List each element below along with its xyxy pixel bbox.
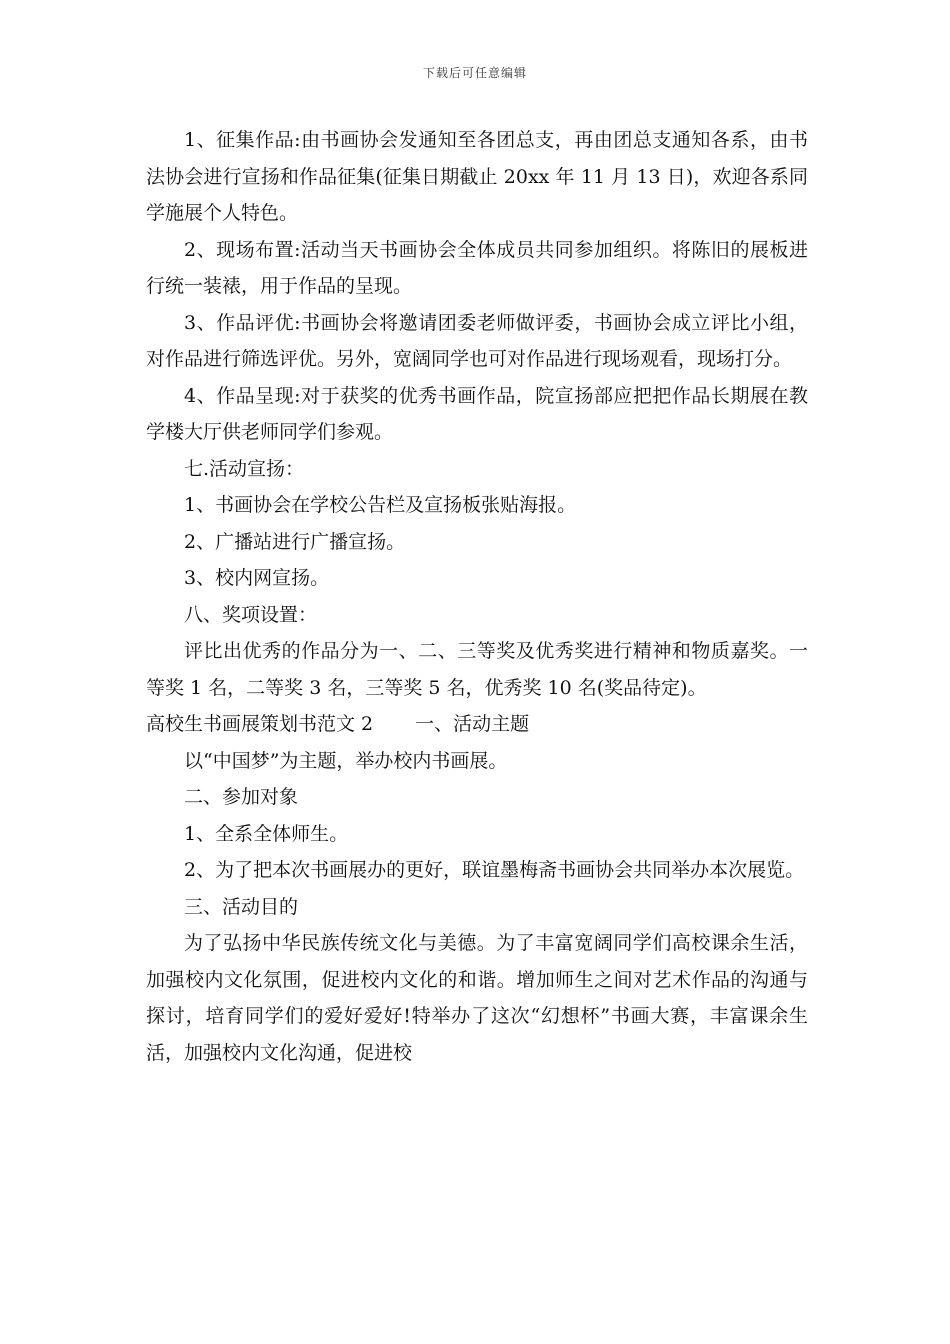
paragraph-purpose: 为了弘扬中华民族传统文化与美德。为了丰富宽阔同学们高校课余生活，加强校内文化氛围，促进校内文化的和谐。增加师生之间对艺术作品的沟通与探讨，培育同学们的爱好爱好!特举办了这次“幻想杯”书画大赛，丰富课余生活，加强校内文化沟通，促进校 — [146, 932, 808, 1064]
paragraph-collect-works: 1、征集作品:由书画协会发通知至各团总支，再由团总支通知各系，由书法协会进行宣扬和作品征集(征集日期截止 20xx 年 11 月 13 日)，欢迎各系同学施展个人特色。 — [146, 129, 808, 224]
paragraph-exhibition: 4、作品呈现:对于获奖的优秀书画作品，院宣扬部应把把作品长期展在教学楼大厅供老师同学们参观。 — [146, 384, 808, 443]
paragraph-publicity-3: 3、校内网宣扬。 — [184, 567, 330, 589]
title-line — [146, 706, 808, 743]
page-header: 下载后可任意编辑 — [422, 66, 527, 80]
document-title: 高校生书画展策划书范文 2 — [146, 713, 374, 735]
paragraph-participants-2: 2、为了把本次书画展办的更好，联谊墨梅斋书画协会共同举办本次展览。 — [184, 859, 805, 881]
document-body — [146, 122, 808, 1071]
section-theme-heading: 一、活动主题 — [415, 713, 530, 735]
heading-participants: 二、参加对象 — [184, 786, 299, 808]
heading-awards: 八、奖项设置： — [184, 603, 318, 626]
paragraph-publicity-2: 2、广播站进行广播宣扬。 — [184, 530, 406, 553]
paragraph-participants-1: 1、全系全体师生。 — [184, 822, 349, 845]
paragraph-awards: 评比出优秀的作品分为一、二、三等奖及优秀奖进行精神和物质嘉奖。一等奖 1 名，二等奖 3 名，三等奖 5 名，优秀奖 10 名(奖品待定)。 — [146, 640, 808, 699]
heading-publicity: 七.活动宣扬： — [184, 457, 305, 480]
heading-purpose: 三、活动目的 — [184, 895, 299, 918]
paragraph-theme: 以“中国梦”为主题，举办校内书画展。 — [184, 749, 508, 772]
paragraph-judging: 3、作品评优:书画协会将邀请团委老师做评委，书画协会成立评比小组，对作品进行筛选评优。另外，宽阔同学也可对作品进行现场观看，现场打分。 — [146, 311, 808, 370]
paragraph-venue-setup: 2、现场布置:活动当天书画协会全体成员共同参加组织。将陈旧的展板进行统一装裱，用于作品的呈现。 — [146, 238, 808, 297]
paragraph-publicity-1: 1、书画协会在学校公告栏及宣扬板张贴海报。 — [184, 494, 577, 516]
